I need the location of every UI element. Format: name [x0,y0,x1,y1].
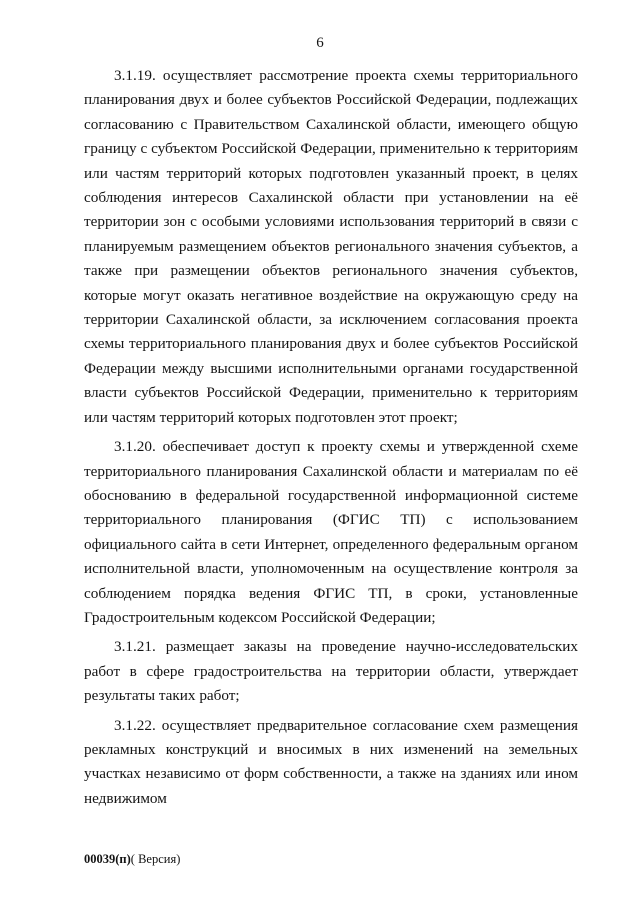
paragraph-3-1-19: 3.1.19. осуществляет рассмотрение проекта схемы территориального планирования двух и более субъектов Российской Федерации, подлежащих согласованию с Правительством Сахалинской области, имеющего общую границу с субъектом Российской Федерации, применительно к территориям или частям территорий которых подготовлен указанный проект, в целях соблюдения интересов Сахалинской области при установлении на её территории зон с особыми условиями использования территорий в связи с планируемым размещением объектов регионального значения субъектов, а также при размещении объектов регионального значения субъектов, которые могут оказать негативное воздействие на окружающую среду на территории Сахалинской области, за исключением согласования проекта схемы территориального планирования двух и более субъектов Российской Федерации между высшими исполнительными органами государственной власти субъектов Российской Федерации, применительно к территориям или частям территорий которых подготовлен этот проект; [84,67,578,426]
paragraph-3-1-22: 3.1.22. осуществляет предварительное согласование схем размещения рекламных конструкций и вносимых в них изменений на земельных участках независимо от форм собственности, а также на зданиях или ином недвижимом [84,716,578,807]
document-version: ( Версия) [130,852,181,866]
paragraph-3-1-20: 3.1.20. обеспечивает доступ к проекту схемы и утвержденной схеме территориального планирования Сахалинской области и материалам по её обоснованию в федеральной государственной информационной системе территориального планирования (ФГИС ТП) с использованием официального сайта в сети Интернет, определенного федеральным органом исполнительной власти, уполномоченным на осуществление контроля за соблюдением порядка ведения ФГИС ТП, в сроки, установленные Градостроительным кодексом Российской Федерации; [84,438,578,626]
document-body [84,64,578,816]
page-number: 6 [316,35,324,51]
paragraph-3-1-21: 3.1.21. размещает заказы на проведение научно-исследовательских работ в сфере градостроительства на территории области, утверждает результаты таких работ; [84,638,578,705]
document-code: 00039(п) [84,852,131,866]
document-footer [84,852,180,867]
